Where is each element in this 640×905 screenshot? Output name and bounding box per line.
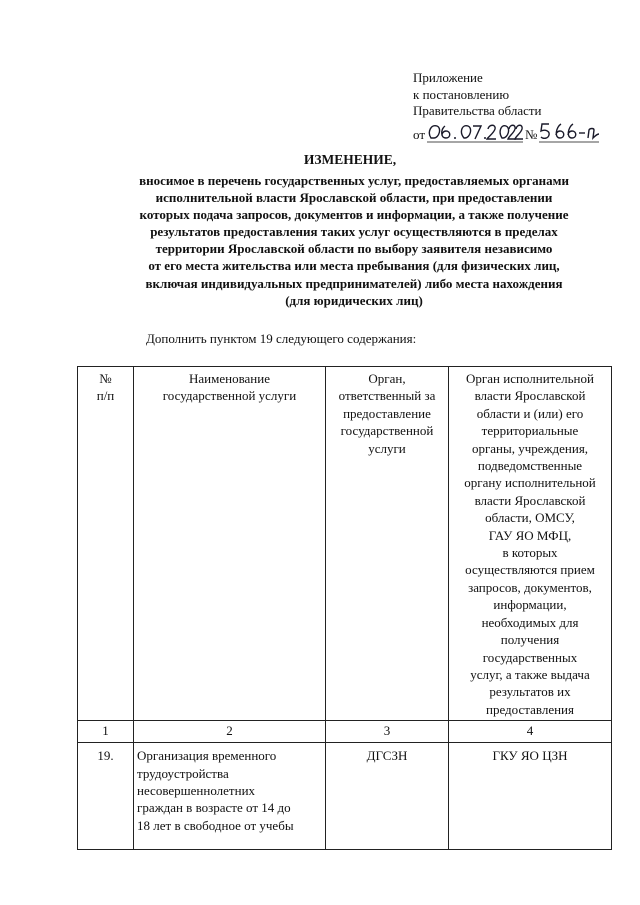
subtitle-line: территории Ярославской области по выбору заявителя независимо	[155, 241, 553, 257]
column-number: 4	[449, 721, 612, 743]
subtitle-line: которых подача запросов, документов и информации, а также получение	[139, 207, 569, 223]
handwritten-date-signature	[425, 120, 525, 144]
intro-paragraph: Дополнить пунктом 19 следующего содержания:	[146, 331, 417, 346]
row-service-name: Организация временного трудоустройства несовершеннолетних граждан в возрасте от 14 до 18 лет в свободное от учебы	[134, 743, 326, 850]
table-row	[78, 743, 612, 850]
column-number: 3	[326, 721, 449, 743]
column-number: 1	[78, 721, 134, 743]
subtitle-line: (для юридических лиц)	[285, 292, 423, 308]
document-title: ИЗМЕНЕНИЕ,	[303, 152, 397, 167]
appendix-header	[413, 70, 633, 144]
services-table	[77, 366, 612, 850]
handwritten-number-signature	[537, 120, 601, 144]
appendix-date-line	[413, 120, 633, 144]
document-subtitle	[90, 172, 618, 309]
header-providing-body: Орган исполнительной власти Ярославской области и (или) его территориальные органы, учреждения, подведомственные органу исполнительной власти Ярославской области, ОМСУ, ГАУ ЯО МФЦ, в которых осуществляются прием запросов, документов, информации, необходимых для получения государственных услуг, а также выдача результатов их предоставления	[449, 367, 612, 721]
column-number: 2	[134, 721, 326, 743]
subtitle-line: включая индивидуальных предпринимателей) либо места нахождения	[145, 275, 563, 291]
column-number-row	[78, 721, 612, 743]
subtitle-line: результатов предоставления таких услуг осуществляются в пределах	[150, 224, 558, 240]
subtitle-line: вносимое в перечень государственных услуг, предоставляемых органами	[139, 173, 569, 188]
subtitle-line: исполнительной власти Ярославской области, при предоставлении	[155, 190, 553, 206]
row-providing-body: ГКУ ЯО ЦЗН	[449, 743, 612, 850]
row-responsible-body: ДГСЗН	[326, 743, 449, 850]
table-header-row	[78, 367, 612, 721]
appendix-line: к постановлению	[413, 86, 510, 102]
number-sign: №	[525, 127, 538, 142]
header-number: № п/п	[78, 367, 134, 721]
appendix-line: Правительства области	[413, 103, 542, 118]
header-responsible-body: Орган, ответственный за предоставление государственной услуги	[326, 367, 449, 721]
header-service-name: Наименование государственной услуги	[134, 367, 326, 721]
appendix-line: Приложение	[413, 70, 483, 85]
subtitle-line: от его места жительства или места пребывания (для физических лиц,	[148, 258, 560, 274]
row-number: 19.	[78, 743, 134, 850]
date-prefix: от	[413, 127, 426, 142]
